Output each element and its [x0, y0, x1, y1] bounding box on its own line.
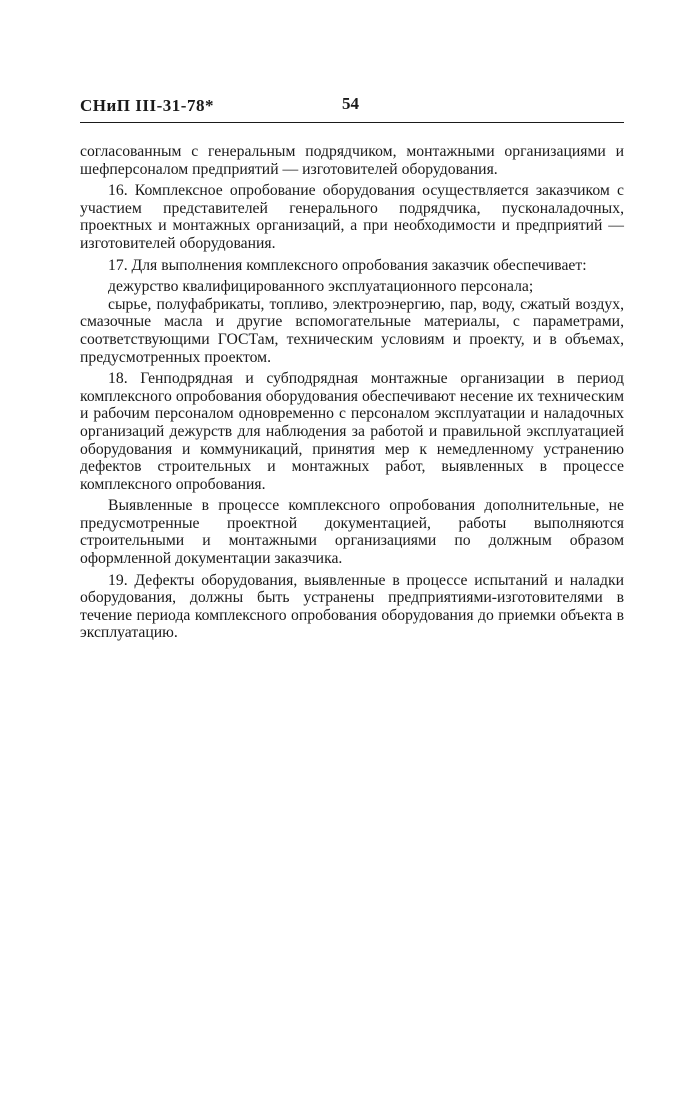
paragraph-16: 16. Комплексное опробование оборудования осуществляется заказчиком с участием представителей генерального подрядчика, пусконаладочных, проектных и монтажных организаций, а при необходимости и предприятий — изготовителей оборудования.: [80, 182, 624, 252]
header-divider: [80, 122, 624, 123]
paragraph-continuation: согласованным с генеральным подрядчиком, монтажными организациями и шефперсоналом предприятий — изготовителей оборудования.: [80, 143, 624, 178]
paragraph-19: 19. Дефекты оборудования, выявленные в процессе испытаний и наладки оборудования, должны быть устранены предприятиями-изготовителями в течение периода комплексного опробования оборудования до приемки объекта в эксплуатацию.: [80, 571, 624, 642]
document-page: [80, 92, 624, 642]
body-text: [80, 143, 624, 642]
document-code: СНиП III-31-78*: [80, 96, 214, 115]
paragraph-17: 17. Для выполнения комплексного опробования заказчик обеспечивает:: [108, 256, 587, 274]
list-item-duty: дежурство квалифицированного эксплуатационного персонала;: [108, 278, 534, 296]
page-number: 54: [342, 94, 359, 113]
paragraph-additional-works: Выявленные в процессе комплексного опробования дополнительные, не предусмотренные проектной документацией, работы выполняются строительными и монтажными организациями по должным образом оформленной документации заказчика.: [80, 497, 624, 568]
page-header: [80, 92, 624, 120]
paragraph-18: 18. Генподрядная и субподрядная монтажные организации в период комплексного опробования оборудования обеспечивают несение их техническим и рабочим персоналом одновременно с персоналом эксплуатации и наладочных организаций дежурств для наблюдения за работой и правильной эксплуатацией оборудования и коммуникаций, принятия мер к немедленному устранению дефектов строительных и монтажных работ, выявленных в процессе комплексного опробования.: [80, 370, 624, 493]
list-item-materials: сырье, полуфабрикаты, топливо, электроэнергию, пар, воду, сжатый воздух, смазочные масла и другие вспомогательные материалы, с параметрами, соответствующими ГОСТам, техническим условиям и проекту, и в объемах, предусмотренных проектом.: [80, 295, 624, 366]
